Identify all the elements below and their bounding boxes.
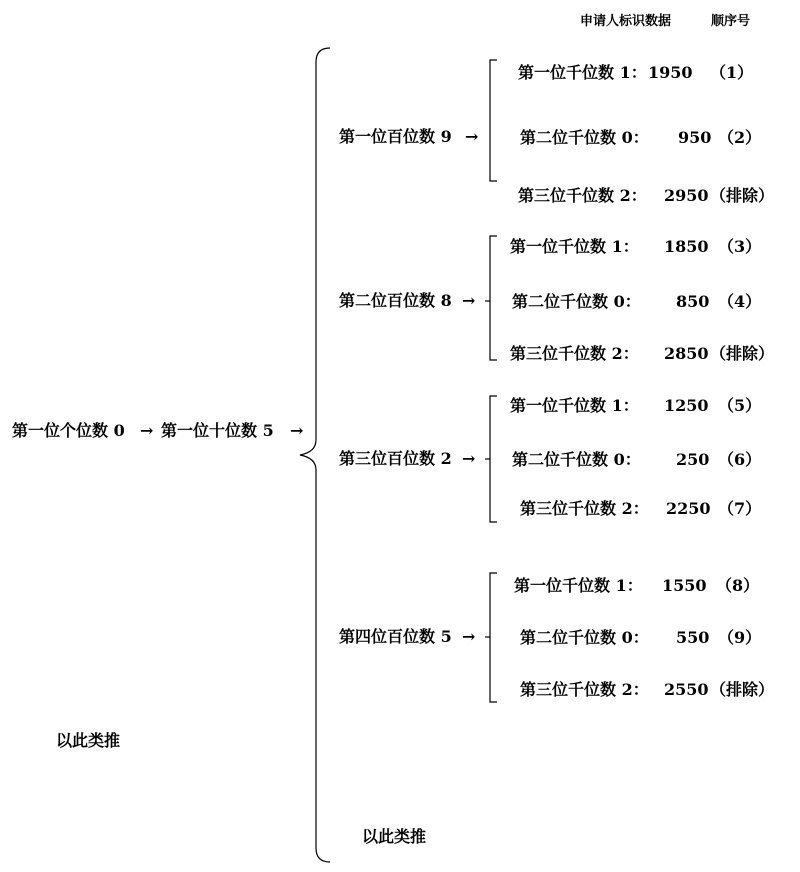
g1-row3-value: 2950 bbox=[664, 186, 709, 205]
g3-row2-label: 第二位千位数 0： bbox=[512, 450, 641, 469]
group-3-arrow: → bbox=[462, 449, 476, 468]
g4-row2-label: 第二位千位数 0： bbox=[520, 628, 649, 647]
header-order: 顺序号 bbox=[711, 14, 751, 29]
g4-row1-value: 1550 bbox=[662, 576, 707, 595]
group-bracket-4 bbox=[490, 573, 497, 702]
root-tens-digit: 第一位十位数 5 bbox=[161, 421, 274, 440]
g2-row2-value: 850 bbox=[676, 292, 710, 311]
group-bracket-2 bbox=[490, 236, 497, 360]
header-identifier: 申请人标识数据 bbox=[580, 14, 672, 29]
g3-row1-order: （5） bbox=[718, 396, 762, 415]
g3-row3-value: 2250 bbox=[666, 499, 711, 518]
g1-row2-label: 第二位千位数 0： bbox=[520, 128, 649, 147]
g1-row1-label: 第一位千位数 1： bbox=[518, 63, 647, 82]
group-4-label: 第四位百位数 5 bbox=[339, 627, 452, 646]
g2-row2-label: 第二位千位数 0： bbox=[512, 292, 641, 311]
g3-row1-value: 1250 bbox=[664, 396, 709, 415]
root-arrow-1: → bbox=[140, 421, 154, 440]
group-1-label: 第一位百位数 9 bbox=[339, 127, 452, 146]
group-2-arrow: → bbox=[462, 291, 476, 310]
g2-row3-label: 第三位千位数 2： bbox=[510, 344, 639, 363]
group-bracket-3 bbox=[490, 396, 497, 522]
g2-row1-label: 第一位千位数 1： bbox=[510, 237, 639, 256]
g2-row1-order: （3） bbox=[718, 237, 762, 256]
g2-row3-order: （排除） bbox=[710, 344, 775, 363]
big-brace bbox=[300, 48, 330, 862]
g1-row3-order: （排除） bbox=[710, 186, 775, 205]
g4-row2-order: （9） bbox=[718, 628, 762, 647]
group-2-label: 第二位百位数 8 bbox=[339, 291, 452, 310]
g3-row2-value: 250 bbox=[676, 450, 710, 469]
g4-row1-order: （8） bbox=[716, 576, 760, 595]
g4-row1-label: 第一位千位数 1： bbox=[514, 576, 643, 595]
g3-row2-order: （6） bbox=[718, 450, 762, 469]
g1-row2-order: （2） bbox=[718, 128, 762, 147]
etc-left: 以此类推 bbox=[56, 731, 121, 750]
g2-row1-value: 1850 bbox=[664, 237, 709, 256]
group-4-arrow: → bbox=[462, 627, 476, 646]
g3-row3-order: （7） bbox=[718, 499, 762, 518]
root-arrow-2: → bbox=[290, 421, 304, 440]
g4-row3-label: 第三位千位数 2： bbox=[520, 680, 649, 699]
g2-row3-value: 2850 bbox=[664, 344, 709, 363]
group-1-arrow: → bbox=[465, 127, 479, 146]
g1-row1-value: 1950 bbox=[648, 63, 693, 82]
g1-row2-value: 950 bbox=[678, 128, 712, 147]
g4-row2-value: 550 bbox=[676, 628, 710, 647]
group-bracket-1 bbox=[490, 60, 497, 181]
g3-row1-label: 第一位千位数 1： bbox=[510, 396, 639, 415]
group-3-label: 第三位百位数 2 bbox=[339, 449, 452, 468]
g1-row3-label: 第三位千位数 2： bbox=[518, 186, 647, 205]
g1-row1-order: （1） bbox=[710, 63, 754, 82]
etc-bottom: 以此类推 bbox=[362, 827, 427, 846]
g4-row3-value: 2550 bbox=[664, 680, 709, 699]
root-ones-digit: 第一位个位数 0 bbox=[12, 421, 125, 440]
g4-row3-order: （排除） bbox=[710, 680, 775, 699]
g3-row3-label: 第三位千位数 2： bbox=[520, 499, 649, 518]
g2-row2-order: （4） bbox=[718, 292, 762, 311]
